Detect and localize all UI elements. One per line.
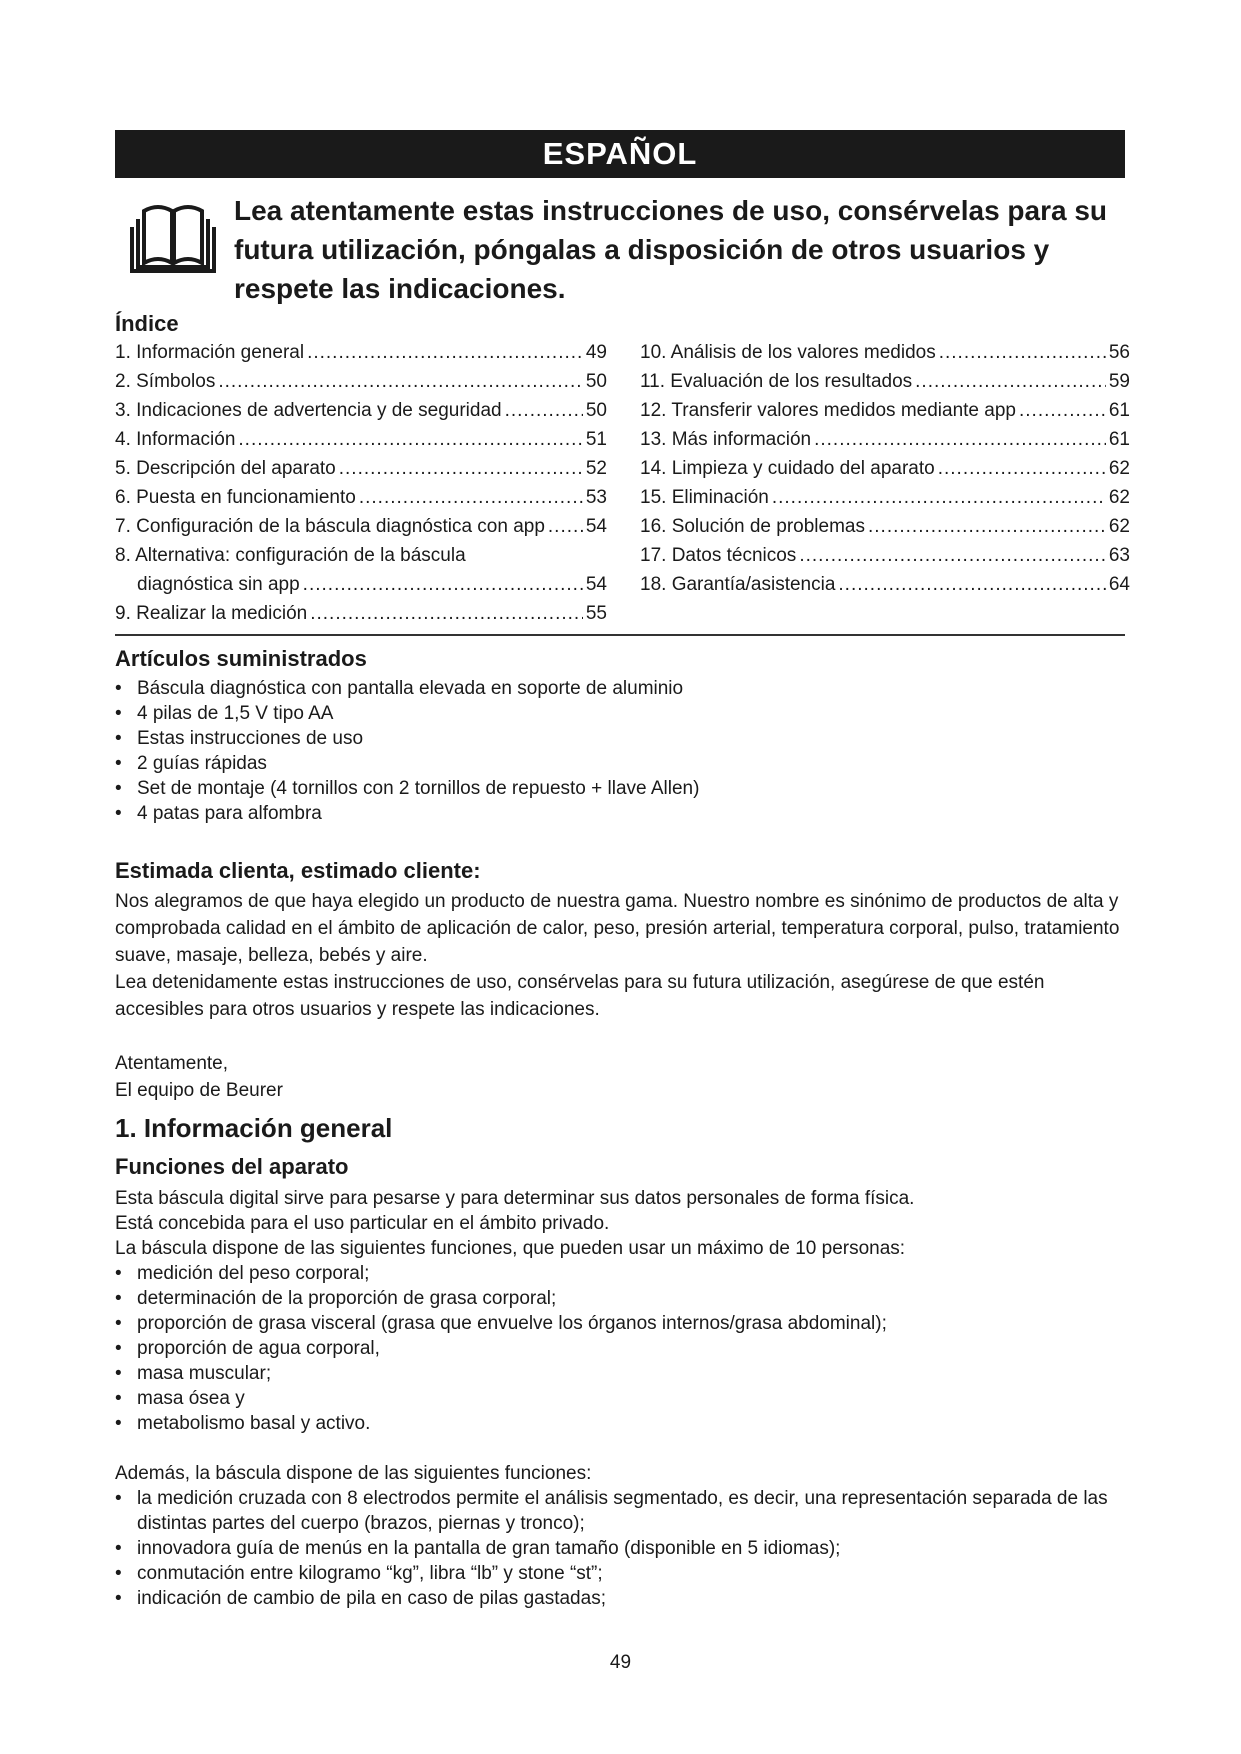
toc-entry[interactable]: 15. Eliminación ..... 62 xyxy=(640,483,1130,512)
toc-title: Índice xyxy=(115,311,179,336)
list-item: • conmutación entre kilogramo “kg”, libra “lb” y stone “st”; xyxy=(115,1561,1125,1586)
toc-entry[interactable]: 5. Descripción del aparato ..... 52 xyxy=(115,454,607,483)
list-item: • Set de montaje (4 tornillos con 2 tornillos de repuesto + llave Allen) xyxy=(115,776,1125,801)
section-divider xyxy=(115,634,1125,636)
functions-list xyxy=(115,1261,1125,1436)
toc-entry[interactable]: 4. Información ..... 51 xyxy=(115,425,607,454)
toc-entry[interactable]: 11. Evaluación de los resultados ..... 59 xyxy=(640,367,1130,396)
general-information-section xyxy=(115,1113,1125,1611)
body-line: La báscula dispone de las siguientes funciones, que pueden usar un máximo de 10 personas: xyxy=(115,1238,906,1259)
toc-entry[interactable]: 16. Solución de problemas ..... 62 xyxy=(640,512,1130,541)
list-item: • la medición cruzada con 8 electrodos permite el análisis segmentado, es decir, una representación separada de las distintas partes del cuerpo (brazos, piernas y tronco); xyxy=(115,1486,1125,1536)
list-item: • determinación de la proporción de grasa corporal; xyxy=(115,1286,1125,1311)
list-item: • masa muscular; xyxy=(115,1361,1125,1386)
toc-entry[interactable]: 12. Transferir valores medidos mediante app ..... 61 xyxy=(640,396,1130,425)
list-item: • proporción de agua corporal, xyxy=(115,1336,1125,1361)
functions-subtitle: Funciones del aparato xyxy=(115,1154,349,1179)
toc-right-column xyxy=(640,338,1130,599)
toc-entry[interactable]: 1. Información general ..... 49 xyxy=(115,338,607,367)
body-line: Además, la báscula dispone de las siguientes funciones: xyxy=(115,1463,592,1484)
toc-entry[interactable]: 18. Garantía/asistencia ..... 64 xyxy=(640,570,1130,599)
list-item: • 4 patas para alfombra xyxy=(115,801,1125,826)
extra-functions-list xyxy=(115,1486,1125,1611)
language-title: ESPAÑOL xyxy=(542,136,698,171)
body-line: Está concebida para el uso particular en el ámbito privado. xyxy=(115,1213,610,1234)
language-banner xyxy=(115,130,1125,178)
list-item: • masa ósea y xyxy=(115,1386,1125,1411)
list-item: • innovadora guía de menús en la pantalla de gran tamaño (disponible en 5 idiomas); xyxy=(115,1536,1125,1561)
toc-entry[interactable]: 14. Limpieza y cuidado del aparato ..... 62 xyxy=(640,454,1130,483)
toc-entry[interactable]: 13. Más información ..... 61 xyxy=(640,425,1130,454)
greeting-section xyxy=(115,858,1125,1104)
section-heading: 1. Información general xyxy=(115,1113,393,1143)
list-item: • Estas instrucciones de uso xyxy=(115,726,1125,751)
greeting-paragraph: Lea detenidamente estas instrucciones de uso, consérvelas para su futura utilización, asegúrese de que estén accesibles para otros usuarios y respete las indicaciones. xyxy=(115,972,1045,1020)
safety-notice: Lea atentamente estas instrucciones de uso, consérvelas para su futura utilización, póngalas a disposición de otros usuarios y respete las indicaciones. xyxy=(234,195,1108,304)
toc-entry[interactable]: 6. Puesta en funcionamiento ..... 53 xyxy=(115,483,607,512)
toc-entry[interactable]: 17. Datos técnicos ..... 63 xyxy=(640,541,1130,570)
body-line: Esta báscula digital sirve para pesarse y para determinar sus datos personales de forma física. xyxy=(115,1188,915,1209)
greeting-signature: El equipo de Beurer xyxy=(115,1080,283,1101)
supplied-items-title: Artículos suministrados xyxy=(115,646,367,671)
toc-entry[interactable]: 9. Realizar la medición ..... 55 xyxy=(115,599,607,628)
greeting-closing: Atentamente, xyxy=(115,1053,229,1074)
list-item: • 2 guías rápidas xyxy=(115,751,1125,776)
toc-entry[interactable]: 10. Análisis de los valores medidos ..... 56 xyxy=(640,338,1130,367)
supplied-items-section xyxy=(115,646,1125,826)
list-item: • metabolismo basal y activo. xyxy=(115,1411,1125,1436)
list-item: • indicación de cambio de pila en caso de pilas gastadas; xyxy=(115,1586,1125,1611)
supplied-items-list xyxy=(115,676,1125,826)
toc-entry[interactable]: 8. Alternativa: configuración de la báscula diagnóstica sin app ..... 54 xyxy=(115,541,607,599)
greeting-paragraph: Nos alegramos de que haya elegido un producto de nuestra gama. Nuestro nombre es sinónimo de productos de alta y comprobada calidad en el ámbito de aplicación de calor, peso, presión arterial, temperatura corporal, pulso, tratamiento suave, masaje, belleza, bebés y aire. xyxy=(115,891,1120,966)
list-item: • Báscula diagnóstica con pantalla elevada en soporte de aluminio xyxy=(115,676,1125,701)
read-manual-icon xyxy=(128,197,218,273)
page-number: 49 xyxy=(609,1652,632,1673)
toc-entry[interactable]: 7. Configuración de la báscula diagnóstica con app ..... 54 xyxy=(115,512,607,541)
list-item: • proporción de grasa visceral (grasa que envuelve los órganos internos/grasa abdominal); xyxy=(115,1311,1125,1336)
toc-left-column xyxy=(115,338,607,628)
toc-entry[interactable]: 2. Símbolos ..... 50 xyxy=(115,367,607,396)
list-item: • 4 pilas de 1,5 V tipo AA xyxy=(115,701,1125,726)
toc-entry[interactable]: 3. Indicaciones de advertencia y de seguridad ..... 50 xyxy=(115,396,607,425)
greeting-title: Estimada clienta, estimado cliente: xyxy=(115,858,481,883)
list-item: • medición del peso corporal; xyxy=(115,1261,1125,1286)
